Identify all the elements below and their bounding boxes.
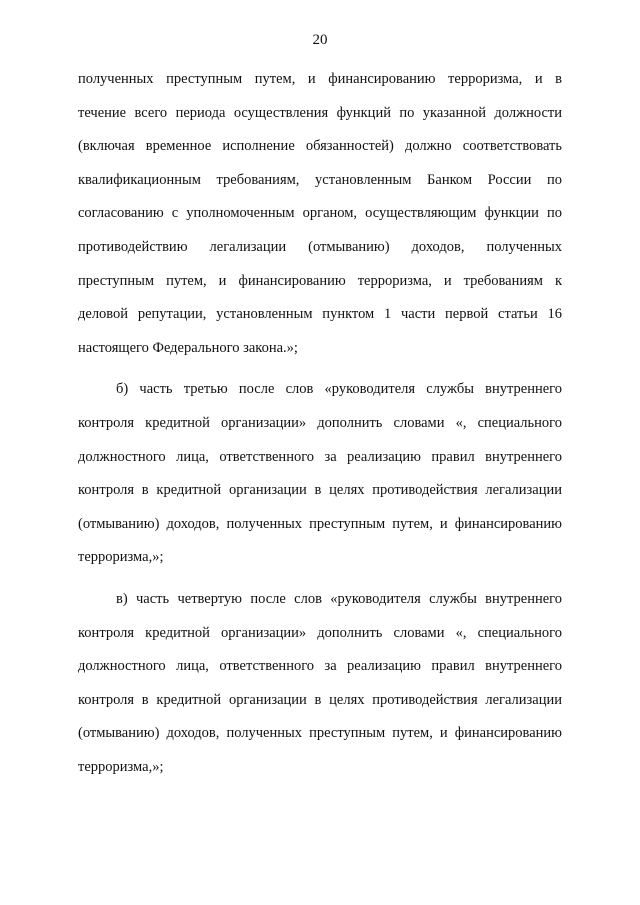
text-line: контроля в кредитной организации в целях противодействия легализации (78, 691, 562, 708)
text-line: (отмыванию) доходов, полученных преступным путем, и финансированию (78, 725, 562, 742)
text-line: должностного лица, ответственного за реализацию правил внутреннего (78, 448, 562, 465)
text-line: преступным путем, и финансированию терроризма, и требованиям к (78, 272, 562, 289)
text-line: полученных преступным путем, и финансированию терроризма, и в (78, 71, 562, 87)
text-line: квалификационным требованиям, установленным Банком России по (78, 171, 562, 188)
text-line: должностного лица, ответственного за реализацию правил внутреннего (78, 658, 562, 675)
text-line: (включая временное исполнение обязанностей) должно соответствовать (78, 138, 562, 155)
text-line: терроризма,»; (78, 549, 164, 566)
text-line: деловой репутации, установленным пунктом 1 части первой статьи 16 (78, 306, 562, 323)
text-line: контроля кредитной организации» дополнить словами «, специального (78, 414, 562, 431)
text-line: настоящего Федерального закона.»; (78, 339, 298, 356)
text-line: (отмыванию) доходов, полученных преступным путем, и финансированию (78, 515, 562, 532)
text-line: согласованию с уполномоченным органом, осуществляющим функции по (78, 205, 562, 222)
document-body (78, 68, 562, 789)
paragraph-v (78, 588, 562, 790)
text-line: контроля в кредитной организации в целях противодействия легализации (78, 482, 562, 499)
text-line: в) часть четвертую после слов «руководителя службы внутреннего (116, 590, 562, 607)
text-line: терроризма,»; (78, 758, 164, 775)
paragraph-continuation (78, 68, 562, 370)
text-line: контроля кредитной организации» дополнить словами «, специального (78, 624, 562, 641)
text-line: б) часть третью после слов «руководителя службы внутреннего (116, 381, 562, 398)
text-line: течение всего периода осуществления функций по указанной должности (78, 104, 562, 121)
text-line: противодействию легализации (отмыванию) доходов, полученных (78, 238, 562, 255)
page-number: 20 (312, 32, 328, 48)
paragraph-b (78, 378, 562, 580)
